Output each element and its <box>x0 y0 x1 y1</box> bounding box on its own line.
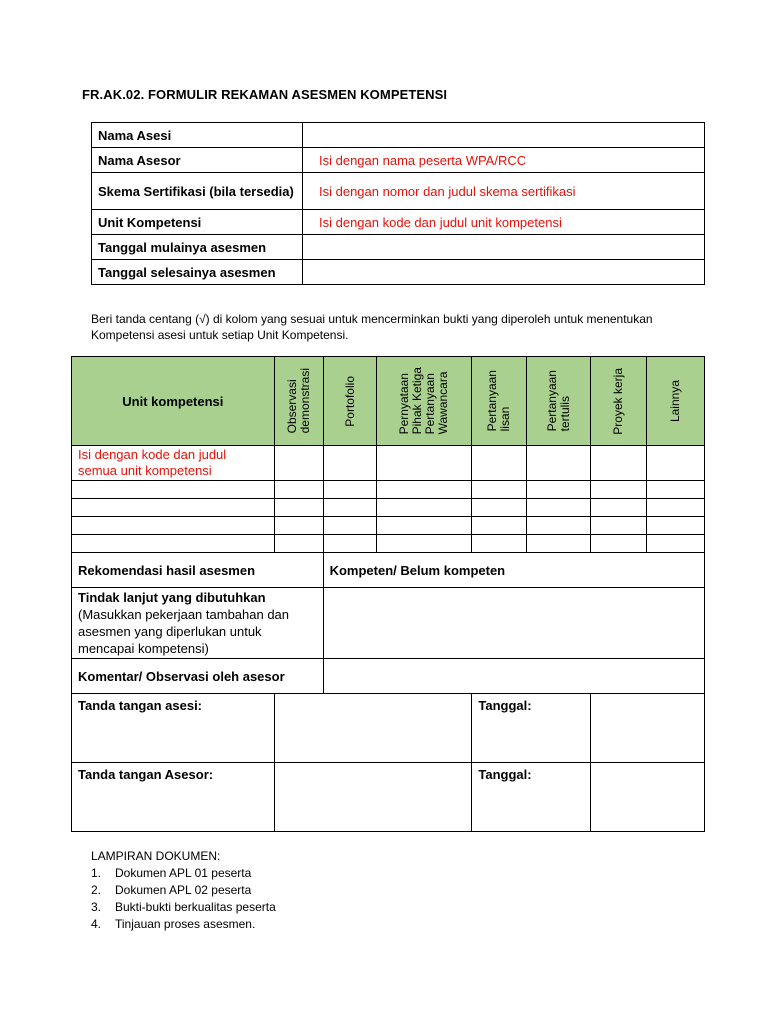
check-cell[interactable] <box>323 517 377 535</box>
item-text: Bukti-bukti berkualitas peserta <box>115 900 276 914</box>
label-nama-asesor: Nama Asesor <box>92 148 303 173</box>
label-tanggal-selesai: Tanggal selesainya asesmen <box>92 260 303 285</box>
unit-cell[interactable] <box>72 499 275 517</box>
table-row <box>72 446 705 481</box>
check-cell[interactable] <box>527 481 591 499</box>
label-skema: Skema Sertifikasi (bila tersedia) <box>92 173 303 210</box>
ttd-asesi-field[interactable] <box>274 694 472 763</box>
col-pertanyaan-lisan <box>472 357 527 446</box>
col-observasi <box>274 357 323 446</box>
check-cell[interactable] <box>274 499 323 517</box>
check-cell[interactable] <box>591 517 647 535</box>
instruction-text: Beri tanda centang (√) di kolom yang sesuai untuk mencerminkan bukti yang diperoleh untuk menentukan Kompetensi asesi untuk setiap Unit Kompetensi. <box>91 312 653 342</box>
check-cell[interactable] <box>527 499 591 517</box>
check-cell[interactable] <box>323 481 377 499</box>
field-tanggal-selesai[interactable] <box>303 260 705 285</box>
check-cell[interactable] <box>323 446 377 481</box>
tanggal-label: Tanggal: <box>472 694 591 763</box>
unit-kompetensi-header: Unit kompetensi <box>72 357 275 446</box>
tanggal-label: Tanggal: <box>472 763 591 832</box>
ttd-asesor-field[interactable] <box>274 763 472 832</box>
check-cell[interactable] <box>274 535 323 553</box>
label-nama-asesi: Nama Asesi <box>92 123 303 148</box>
check-cell[interactable] <box>274 446 323 481</box>
check-cell[interactable] <box>472 446 527 481</box>
check-cell[interactable] <box>377 481 472 499</box>
check-cell[interactable] <box>591 446 647 481</box>
check-cell[interactable] <box>323 535 377 553</box>
rekomendasi-value[interactable]: Kompeten/ Belum kompeten <box>323 553 704 588</box>
check-cell[interactable] <box>647 481 705 499</box>
check-cell[interactable] <box>274 517 323 535</box>
col-label: Pertanyaan <box>544 370 559 432</box>
table-row <box>72 517 705 535</box>
check-cell[interactable] <box>274 481 323 499</box>
tindak-lanjut-label: Tindak lanjut yang dibutuhkan <box>78 590 266 605</box>
col-label: Lainnya <box>668 379 683 423</box>
col-label: Pertanyaan <box>423 373 438 435</box>
item-number: 3. <box>91 900 102 914</box>
col-label: tertulis <box>557 396 572 432</box>
item-text: Dokumen APL 01 peserta <box>115 866 252 880</box>
table-row <box>72 499 705 517</box>
col-label: lisan <box>498 407 513 432</box>
col-label: Pertanyaan <box>485 370 500 432</box>
table-row <box>92 235 705 260</box>
unit-cell[interactable] <box>72 517 275 535</box>
check-cell[interactable] <box>591 535 647 553</box>
col-label: Wawancara <box>436 371 451 435</box>
tindak-lanjut-note: (Masukkan pekerjaan tambahan dan asesmen yang diperlukan untuk mencapai kompetensi) <box>78 607 290 656</box>
check-cell[interactable] <box>377 499 472 517</box>
list-item <box>91 865 276 882</box>
label-unit: Unit Kompetensi <box>92 210 303 235</box>
ttd-asesor-label: Tanda tangan Asesor: <box>72 763 275 832</box>
col-pernyataan <box>377 357 472 446</box>
col-lainnya <box>647 357 705 446</box>
check-cell[interactable] <box>472 535 527 553</box>
check-cell[interactable] <box>591 499 647 517</box>
competence-table <box>71 356 705 832</box>
col-label: Portofolio <box>342 375 357 427</box>
check-cell[interactable] <box>591 481 647 499</box>
header-row <box>72 357 705 446</box>
check-cell[interactable] <box>472 481 527 499</box>
check-cell[interactable] <box>647 499 705 517</box>
item-text: Dokumen APL 02 peserta <box>115 883 252 897</box>
attachments <box>91 848 276 933</box>
unit-cell[interactable] <box>72 535 275 553</box>
check-cell[interactable] <box>472 499 527 517</box>
unit-cell[interactable] <box>72 481 275 499</box>
tindak-lanjut-cell <box>72 588 324 659</box>
table-row <box>72 535 705 553</box>
tindak-lanjut-row <box>72 588 705 659</box>
komentar-row <box>72 659 705 694</box>
check-cell[interactable] <box>377 535 472 553</box>
rekomendasi-label: Rekomendasi hasil asesmen <box>72 553 324 588</box>
unit-cell[interactable]: Isi dengan kode dan judul semua unit kompetensi <box>72 446 275 481</box>
table-row <box>92 123 705 148</box>
attachments-list <box>91 865 276 933</box>
list-item <box>91 899 276 916</box>
field-nama-asesor[interactable]: Isi dengan nama peserta WPA/RCC <box>303 148 705 173</box>
col-label: Observasi <box>284 379 299 434</box>
col-pertanyaan-tertulis <box>527 357 591 446</box>
check-cell[interactable] <box>527 517 591 535</box>
field-nama-asesi[interactable] <box>303 123 705 148</box>
item-text: Tinjauan proses asesmen. <box>115 917 256 931</box>
signature-row-asesi <box>72 694 705 763</box>
field-unit[interactable]: Isi dengan kode dan judul unit kompetensi <box>303 210 705 235</box>
check-cell[interactable] <box>647 446 705 481</box>
check-cell[interactable] <box>377 446 472 481</box>
item-number: 2. <box>91 883 102 897</box>
item-number: 1. <box>91 866 102 880</box>
check-cell[interactable] <box>377 517 472 535</box>
list-item <box>91 882 276 899</box>
table-row <box>92 260 705 285</box>
col-label: Pernyataan <box>397 373 412 435</box>
page-title: FR.AK.02. FORMULIR REKAMAN ASESMEN KOMPETENSI <box>82 87 448 102</box>
komentar-field[interactable] <box>323 659 704 694</box>
table-row <box>92 210 705 235</box>
komentar-label: Komentar/ Observasi oleh asesor <box>72 659 324 694</box>
check-cell[interactable] <box>527 446 591 481</box>
tindak-lanjut-field[interactable] <box>323 588 704 659</box>
tanggal-asesi-field[interactable] <box>591 694 705 763</box>
table-row <box>92 148 705 173</box>
check-cell[interactable] <box>323 499 377 517</box>
tanggal-asesor-field[interactable] <box>591 763 705 832</box>
col-label: Pihak Ketiga <box>410 367 425 435</box>
col-label: demonstrasi <box>297 368 312 434</box>
ttd-asesi-label: Tanda tangan asesi: <box>72 694 275 763</box>
identity-table <box>91 122 705 285</box>
label-tanggal-mulai: Tanggal mulainya asesmen <box>92 235 303 260</box>
check-cell[interactable] <box>527 535 591 553</box>
attachments-heading: LAMPIRAN DOKUMEN: <box>91 849 221 863</box>
table-row <box>92 173 705 210</box>
rekomendasi-row <box>72 553 705 588</box>
item-number: 4. <box>91 917 102 931</box>
col-proyek-kerja <box>591 357 647 446</box>
col-label: Proyek kerja <box>611 367 626 435</box>
signature-row-asesor <box>72 763 705 832</box>
check-cell[interactable] <box>647 535 705 553</box>
field-tanggal-mulai[interactable] <box>303 235 705 260</box>
check-cell[interactable] <box>647 517 705 535</box>
col-portofolio <box>323 357 377 446</box>
field-skema[interactable]: Isi dengan nomor dan judul skema sertifikasi <box>303 173 705 210</box>
table-row <box>72 481 705 499</box>
list-item <box>91 916 276 933</box>
check-cell[interactable] <box>472 517 527 535</box>
